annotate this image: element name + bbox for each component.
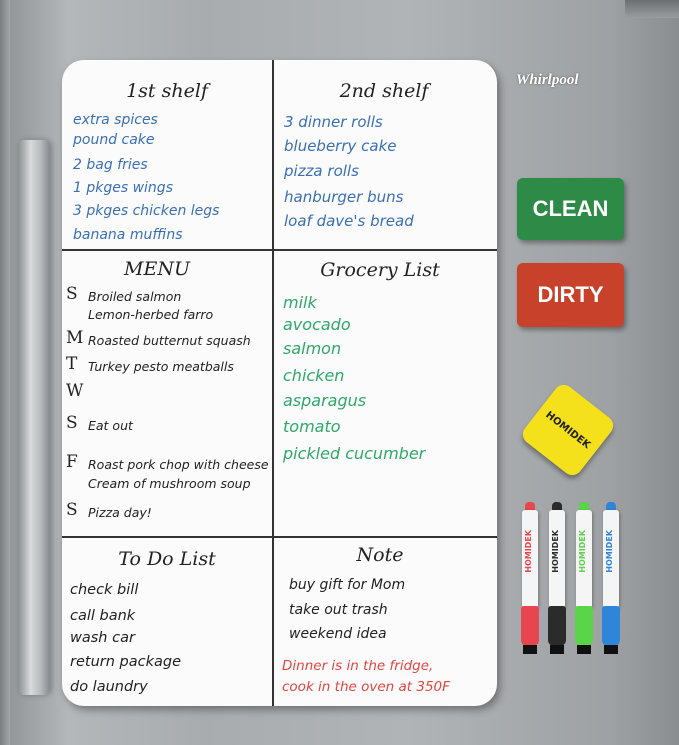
menu-meal: Broiled salmon <box>88 289 182 304</box>
grocery-item: asparagus <box>283 391 367 410</box>
shelf1-item: 3 pkges chicken legs <box>73 203 220 219</box>
marker <box>575 502 593 654</box>
marker <box>602 502 620 654</box>
grocery-item: chicken <box>283 366 345 385</box>
note-item: buy gift for Mom <box>289 577 406 593</box>
menu-day-letter: S <box>66 284 78 304</box>
menu-day-letter: S <box>66 413 78 433</box>
marker-body <box>522 510 538 608</box>
marker-eraser-tip <box>550 645 564 654</box>
shelf2-item: loaf dave's bread <box>284 212 414 230</box>
todo-item: check bill <box>70 582 139 598</box>
marker-brand: HOMIDEK <box>524 530 533 573</box>
whiteboard <box>62 60 497 706</box>
section-title-todo: To Do List <box>118 548 216 570</box>
note-item: weekend idea <box>289 626 387 642</box>
menu-day-letter: W <box>66 381 84 401</box>
marker-brand: HOMIDEK <box>551 530 560 573</box>
marker-eraser-tip <box>523 645 537 654</box>
shelf1-item: 2 bag fries <box>73 157 148 173</box>
marker-body <box>603 510 619 608</box>
eraser-brand: HOMIDEK <box>543 409 593 451</box>
marker-cap <box>575 606 593 646</box>
clean-magnet: CLEAN <box>517 178 624 240</box>
section-title-shelf2: 2nd shelf <box>339 80 429 102</box>
menu-day-letter: S <box>66 500 78 520</box>
marker <box>521 502 539 654</box>
todo-item: call bank <box>70 608 136 624</box>
todo-item: wash car <box>70 630 135 646</box>
section-title-shelf1: 1st shelf <box>126 80 208 102</box>
menu-meal: Pizza day! <box>88 505 152 520</box>
fridge-handle <box>18 140 50 695</box>
menu-meal: Lemon-herbed farro <box>88 307 214 322</box>
shelf1-item: banana muffins <box>73 227 183 243</box>
note-item: take out trash <box>289 602 388 618</box>
section-title-menu: MENU <box>124 258 190 280</box>
section-title-grocery: Grocery List <box>320 259 440 281</box>
shelf1-item: extra spices <box>73 112 158 128</box>
menu-meal: Cream of mushroom soup <box>88 476 251 491</box>
menu-meal: Turkey pesto meatballs <box>88 359 234 374</box>
eraser <box>519 381 617 479</box>
marker-cap <box>548 606 566 646</box>
note-highlight: Dinner is in the fridge, <box>282 658 434 674</box>
marker <box>548 502 566 654</box>
grocery-item: avocado <box>283 315 351 334</box>
shelf2-item: hanburger buns <box>284 188 404 206</box>
marker-brand: HOMIDEK <box>578 530 587 573</box>
shelf1-item: pound cake <box>73 132 155 148</box>
shelf2-item: blueberry cake <box>284 137 397 155</box>
menu-day-letter: F <box>66 452 78 472</box>
shelf1-item: 1 pkges wings <box>73 180 173 196</box>
grocery-item: tomato <box>283 417 341 436</box>
menu-day-letter: M <box>66 328 84 348</box>
menu-meal: Roasted butternut squash <box>88 333 251 348</box>
grocery-item: milk <box>283 293 317 312</box>
divider-horizontal <box>62 536 497 538</box>
marker-body <box>549 510 565 608</box>
divider-horizontal <box>62 249 497 251</box>
marker-eraser-tip <box>577 645 591 654</box>
menu-meal: Roast pork chop with cheese <box>88 457 269 472</box>
grocery-item: pickled cucumber <box>283 444 426 463</box>
todo-item: return package <box>70 654 181 670</box>
menu-day-letter: T <box>66 354 78 374</box>
grocery-item: salmon <box>283 339 342 358</box>
shelf2-item: 3 dinner rolls <box>284 113 383 131</box>
marker-cap <box>521 606 539 646</box>
menu-meal: Eat out <box>88 418 133 433</box>
marker-cap <box>602 606 620 646</box>
dirty-magnet: DIRTY <box>517 263 624 327</box>
section-title-note: Note <box>356 544 404 566</box>
fridge-hinge <box>625 0 679 18</box>
divider-vertical <box>272 60 274 706</box>
note-highlight: cook in the oven at 350F <box>282 679 450 695</box>
marker-eraser-tip <box>604 645 618 654</box>
marker-brand: HOMIDEK <box>605 530 614 573</box>
whirlpool-logo: Whirlpool <box>516 72 579 88</box>
shelf2-item: pizza rolls <box>284 162 359 180</box>
fridge-edge <box>0 0 10 745</box>
todo-item: do laundry <box>70 679 148 695</box>
marker-body <box>576 510 592 608</box>
